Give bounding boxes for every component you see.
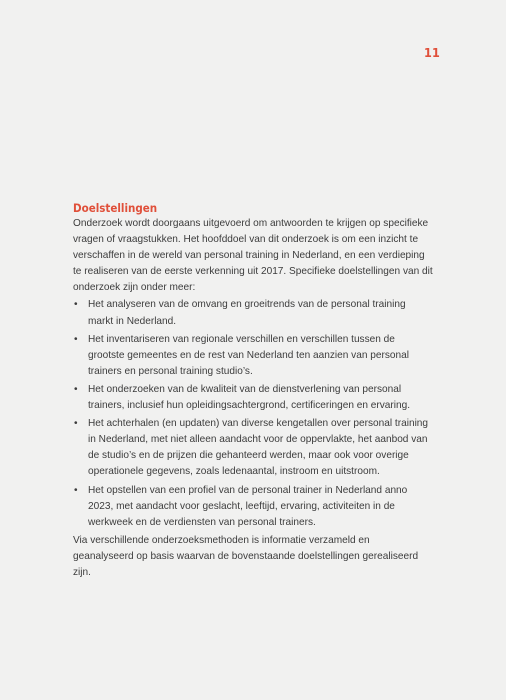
list-item-text: Het onderzoeken van de kwaliteit van de dienstverlening van personal trainers, inclusief hun opleidingsachtergrond, certificeringen en ervaring.	[88, 383, 411, 412]
list-item-text: Het inventariseren van regionale verschillen en verschillen tussen de grootste gemeentes en de rest van Nederland ten aanzien van personal trainers en personal training studio’s.	[88, 333, 409, 377]
section-doelstellingen	[73, 200, 433, 581]
page-number: 11	[424, 45, 441, 60]
bullet-icon: •	[74, 418, 78, 430]
intro-paragraph: Onderzoek wordt doorgaans uitgevoerd om antwoorden te krijgen op specifieke vragen of vraagstukken. Het hoofddoel van dit onderzoek is om een inzicht te verschaffen in de wereld van personal training in Nederland, en een verdieping te realiseren van de eerste verkenning uit 2017. Specifieke doelstellingen van dit onderzoek zijn onder meer:	[73, 218, 433, 294]
closing-paragraph: Via verschillende onderzoeksmethoden is informatie verzameld en geanalyseerd op basis waarvan de bovenstaande doelstellingen gerealiseerd zijn.	[73, 534, 419, 578]
list-item	[73, 332, 433, 380]
list-item-text: Het achterhalen (en updaten) van diverse kengetallen over personal training in Nederland, met niet alleen aandacht voor de oppervlakte, het aanbod van de studio’s en de prijzen die gehanteerd werden, maar ook voor overige operationele gegevens, zoals ledenaantal, instroom en uitstroom.	[88, 418, 429, 478]
bullet-icon: •	[74, 484, 78, 496]
bullet-icon: •	[74, 299, 78, 311]
list-item-text: Het opstellen van een profiel van de personal trainer in Nederland anno 2023, met aandacht voor geslacht, leeftijd, ervaring, activiteiten in de werkweek en de verdiensten van personal trainers.	[88, 484, 408, 528]
objectives-list	[73, 297, 433, 530]
list-item	[73, 382, 433, 414]
list-item	[73, 483, 433, 531]
list-item	[73, 416, 433, 480]
list-item	[73, 297, 433, 329]
list-item-text: Het analyseren van de omvang en groeitrends van de personal training markt in Nederland.	[88, 299, 406, 327]
section-heading: Doelstellingen	[73, 201, 158, 215]
bullet-icon: •	[74, 383, 78, 395]
bullet-icon: •	[74, 333, 78, 345]
